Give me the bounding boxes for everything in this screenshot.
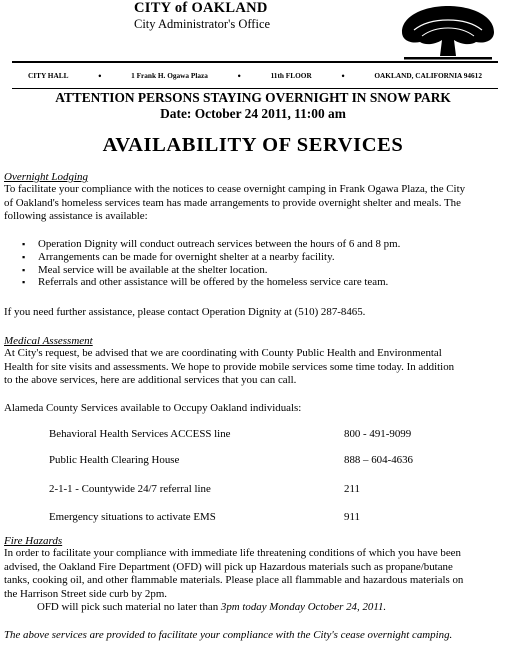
section-heading-fire: Fire Hazards (4, 535, 63, 547)
list-item: ▪ Referrals and other assistance will be offered by the homeless service care team. (22, 276, 400, 289)
attention-line: ATTENTION PERSONS STAYING OVERNIGHT IN SNOW PARK (55, 90, 451, 105)
address-city-state: OAKLAND, CALIFORNIA 94612 (374, 71, 482, 80)
county-intro: Alameda County Services available to Occupy Oakland individuals: (4, 402, 302, 414)
text-line: to the above services, here are additional services that you can call. (4, 374, 297, 386)
attention-heading (0, 90, 506, 122)
overnight-paragraph (4, 183, 504, 224)
closing-note: The above services are provided to facilitate your compliance with the City's cease overnight camping. (4, 629, 453, 641)
text-line: the Harrison Street side curb by 2pm. (4, 587, 168, 600)
section-heading-overnight: Overnight Lodging (4, 171, 89, 183)
text-line: To facilitate your compliance with the notices to cease overnight camping in Frank Ogawa Plaza, the City (4, 183, 466, 195)
fire-paragraph (4, 547, 504, 601)
section-heading-medical: Medical Assessment (4, 335, 93, 347)
address-bar (12, 61, 498, 89)
medical-paragraph (4, 347, 504, 388)
text-line: of Oakland's homeless services team has made arrangements to provide overnight shelter and meals. The (4, 196, 461, 209)
pickup-prefix: OFD will pick such material no later than (37, 601, 221, 613)
list-item: ▪ Operation Dignity will conduct outreach services between the hours of 6 and 8 pm. (22, 238, 400, 251)
separator-bullet: • (98, 70, 102, 81)
service-name: Emergency situations to activate EMS (49, 511, 216, 523)
text-line: At City's request, be advised that we are coordinating with County Public Health and Environmental (4, 347, 442, 359)
service-number: 888 – 604-4636 (344, 454, 413, 466)
city-name: CITY of OAKLAND (134, 0, 268, 16)
pickup-time: 3pm today Monday October 24, 2011. (220, 601, 387, 613)
address-plaza: 1 Frank H. Ogawa Plaza (131, 71, 208, 80)
text-line: advised, the Oakland Fire Department (OFD) will pick up Hazardous materials such as propane/butane (4, 560, 453, 573)
service-name: 2-1-1 - Countywide 24/7 referral line (49, 483, 211, 495)
separator-bullet: • (341, 70, 345, 81)
text-line: In order to facilitate your compliance with immediate life threatening conditions of which you have been (4, 547, 461, 559)
list-item: ▪ Arrangements can be made for overnight shelter at a nearby facility. (22, 251, 400, 264)
address-city-hall: CITY HALL (28, 71, 69, 80)
list-item: ▪ Meal service will be available at the shelter location. (22, 264, 400, 277)
service-number: 800 - 491-9099 (344, 428, 412, 440)
attention-date: Date: October 24 2011, 11:00 am (160, 106, 346, 121)
text-line: following assistance is available: (4, 210, 148, 222)
office-name: City Administrator's Office (134, 17, 271, 31)
assistance-list (22, 238, 400, 289)
service-name: Public Health Clearing House (49, 454, 180, 466)
separator-bullet: • (237, 70, 241, 81)
contact-line: If you need further assistance, please contact Operation Dignity at (510) 287-8465. (4, 306, 366, 318)
service-number: 911 (344, 511, 360, 523)
oak-tree-logo (394, 2, 502, 62)
service-number: 211 (344, 483, 360, 495)
service-name: Behavioral Health Services ACCESS line (49, 428, 231, 440)
page-title: AVAILABILITY OF SERVICES (102, 134, 404, 156)
address-floor: 11th FLOOR (270, 71, 312, 80)
text-line: tanks, cooking oil, and other flammable materials. Please place all flammable and hazardous materials on (4, 574, 464, 586)
pickup-line (37, 601, 497, 615)
text-line: Health for site visits and assessments. We hope to provide mobile services some time today. In addition (4, 360, 455, 373)
